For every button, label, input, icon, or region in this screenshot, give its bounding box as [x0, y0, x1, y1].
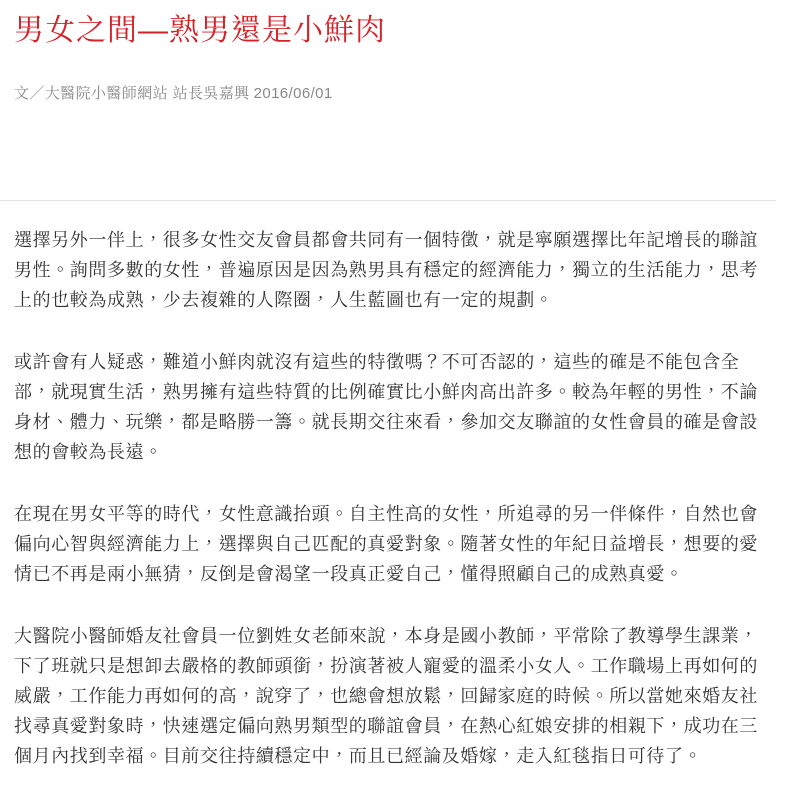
article-paragraph: 大醫院小醫師婚友社會員一位劉姓女老師來說，本身是國小教師，平常除了教導學生課業，下了班就只是想卸去嚴格的教師頭銜，扮演著被人寵愛的溫柔小女人。工作職場上再如何的威嚴，工作能力再如何的高，說穿了，也總會想放鬆，回歸家庭的時候。所以當她來婚友社找尋真愛對象時，快速選定偏向熟男類型的聯誼會員，在熱心紅娘安排的相親下，成功在三個月內找到幸福。目前交往持續穩定中，而且已經論及婚嫁，走入紅毯指日可待了。: [14, 626, 758, 766]
article-paragraph: 在現在男女平等的時代，女性意識抬頭。自主性高的女性，所追尋的另一伴條件，自然也會偏向心智與經濟能力上，選擇與自己匹配的真愛對象。隨著女性的年紀日益增長，想要的愛情已不再是兩小無猜，反倒是會渴望一段真正愛自己，懂得照顧自己的成熟真愛。: [14, 504, 758, 584]
byline-author: 文／大醫院小醫師網站 站長吳嘉興: [14, 85, 250, 102]
article-header: [0, 13, 786, 103]
byline-date: 2016/06/01: [253, 85, 333, 102]
article-paragraph: 選擇另外一伴上，很多女性交友會員都會共同有一個特徵，就是寧願選擇比年記增長的聯誼男性。詢問多數的女性，普遍原因是因為熟男具有穩定的經濟能力，獨立的生活能力，思考上的也較為成熟，少去複雜的人際圈，人生藍圖也有一定的規劃。: [14, 230, 758, 310]
byline: [14, 85, 762, 103]
article-body: [0, 201, 786, 771]
article-paragraph: 或許會有人疑惑，難道小鮮肉就沒有這些的特徵嗎？不可否認的，這些的確是不能包含全部，就現實生活，熟男擁有這些特質的比例確實比小鮮肉高出許多。較為年輕的男性，不論身材、體力、玩樂，都是略勝一籌。就長期交往來看，參加交友聯誼的女性會員的確是會設想的會較為長遠。: [14, 352, 758, 462]
page-title: 男女之間—熟男還是小鮮肉: [14, 14, 386, 47]
